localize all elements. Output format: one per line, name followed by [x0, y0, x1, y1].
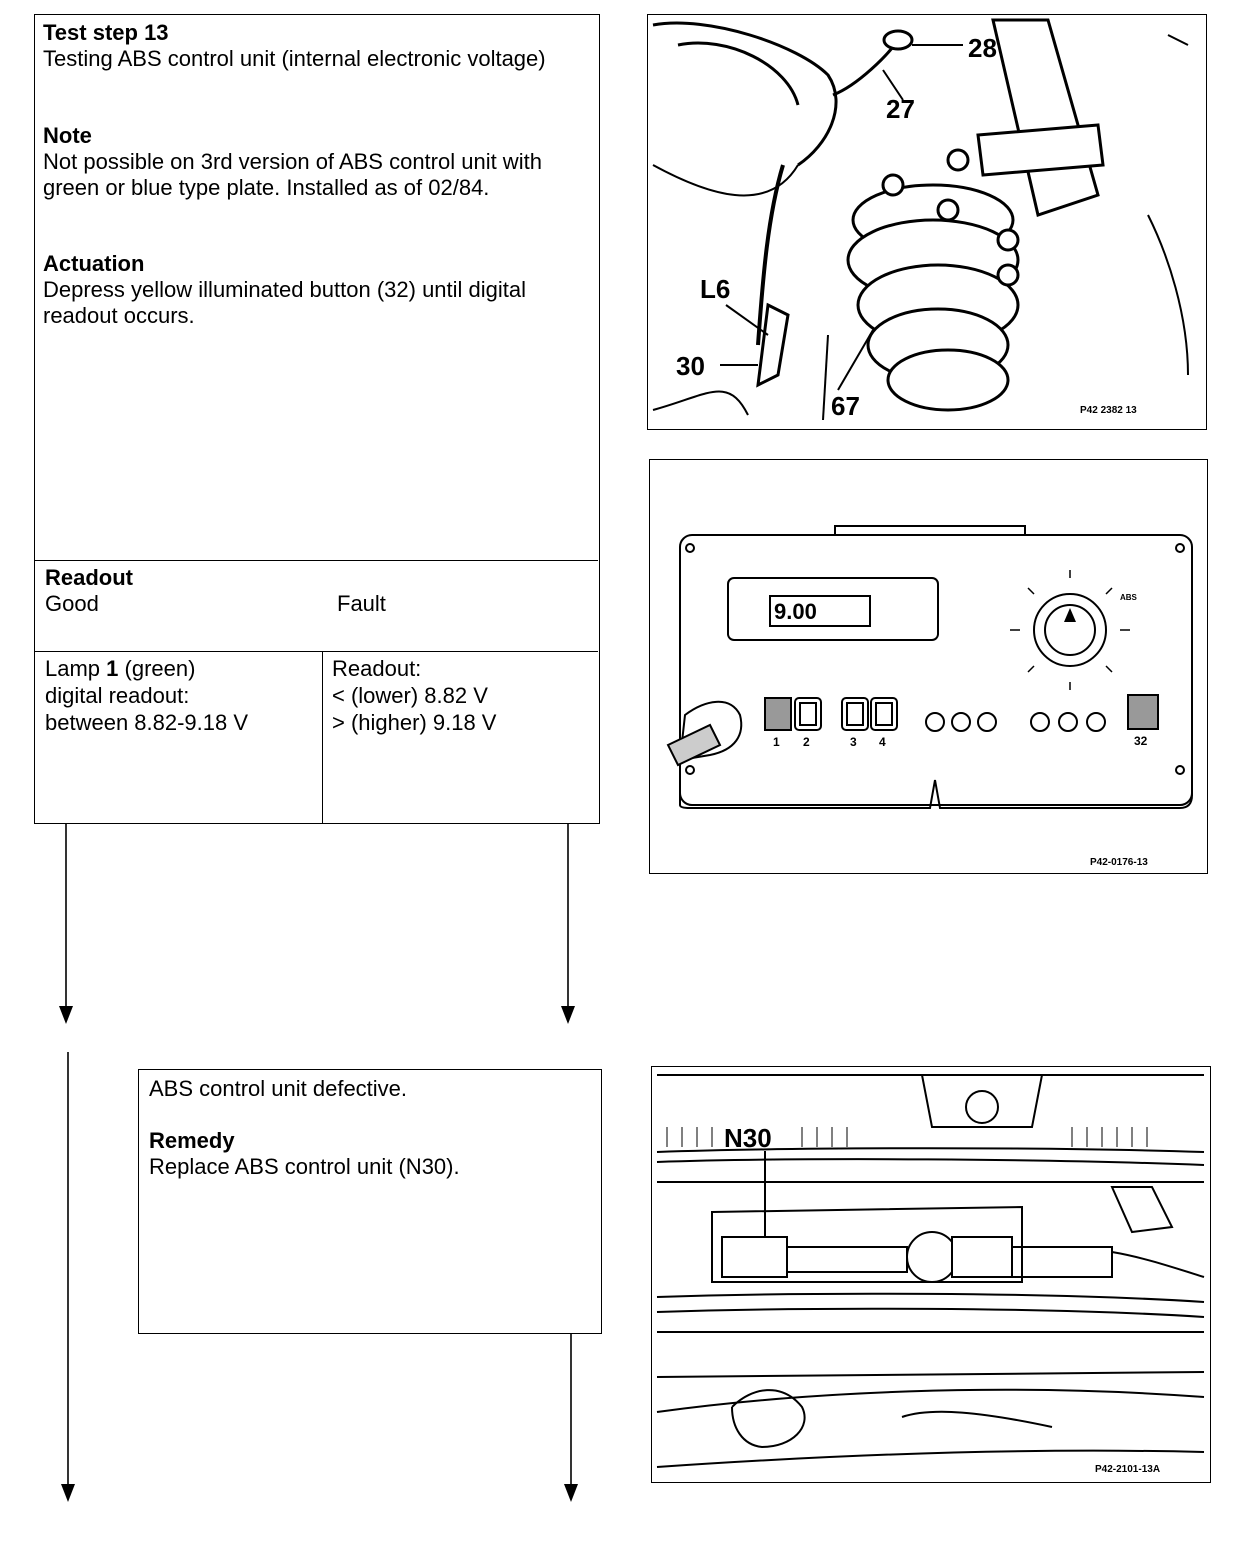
actuation-heading: Actuation [43, 251, 145, 276]
figure-tester [649, 459, 1208, 874]
good-readout-label: digital readout: [45, 683, 190, 708]
label-27: 27 [886, 94, 915, 124]
button-32-label: 32 [1134, 734, 1148, 748]
remedy-text: Replace ABS control unit (N30). [149, 1154, 460, 1179]
fault-label: Fault [337, 591, 386, 616]
actuation-text: Depress yellow illuminated button (32) until digital readout occurs. [43, 277, 533, 328]
figure-code: P42-0176-13 [1090, 857, 1148, 868]
figure-driveshaft [647, 14, 1207, 430]
tester-illustration [650, 460, 1206, 872]
good-label: Good [45, 591, 99, 616]
abs-label: ABS [1120, 593, 1137, 602]
remedy-heading: Remedy [149, 1128, 235, 1153]
label-30: 30 [676, 351, 705, 381]
label-67: 67 [831, 391, 860, 421]
arrow-good-2 [61, 1052, 75, 1502]
note-heading: Note [43, 123, 92, 148]
control-unit-illustration [652, 1067, 1209, 1481]
arrow-fault-2 [564, 1334, 578, 1502]
arrow-fault-1 [561, 824, 575, 1024]
button-2-label: 2 [803, 735, 810, 749]
fault-higher: > (higher) 9.18 V [332, 710, 497, 735]
button-3-label: 3 [850, 735, 857, 749]
fault-readout-label: Readout: [332, 656, 422, 681]
note-text: Not possible on 3rd version of ABS control unit with green or blue type plate. Installed as of 02/84. [43, 149, 549, 200]
test-step-title: Test step 13 [43, 20, 169, 45]
arrow-good-1 [59, 824, 73, 1024]
label-l6: L6 [700, 274, 731, 304]
figure-code: P42 2382 13 [1080, 405, 1137, 416]
result-text: ABS control unit defective. [149, 1076, 408, 1101]
good-readout-range: between 8.82-9.18 V [45, 710, 249, 735]
display-value: 9.00 [774, 599, 817, 624]
button-4-label: 4 [879, 735, 886, 749]
label-28: 28 [968, 33, 997, 63]
good-lamp-text: Lamp 1 (green) [45, 656, 196, 681]
label-n30: N30 [724, 1123, 772, 1153]
driveshaft-illustration [648, 15, 1205, 428]
button-1-label: 1 [773, 735, 780, 749]
test-step-subtitle: Testing ABS control unit (internal electronic voltage) [43, 46, 546, 71]
figure-code: P42-2101-13A [1095, 1464, 1161, 1475]
figure-control-unit [651, 1066, 1211, 1483]
fault-lower: < (lower) 8.82 V [332, 683, 488, 708]
readout-heading: Readout [45, 565, 133, 590]
